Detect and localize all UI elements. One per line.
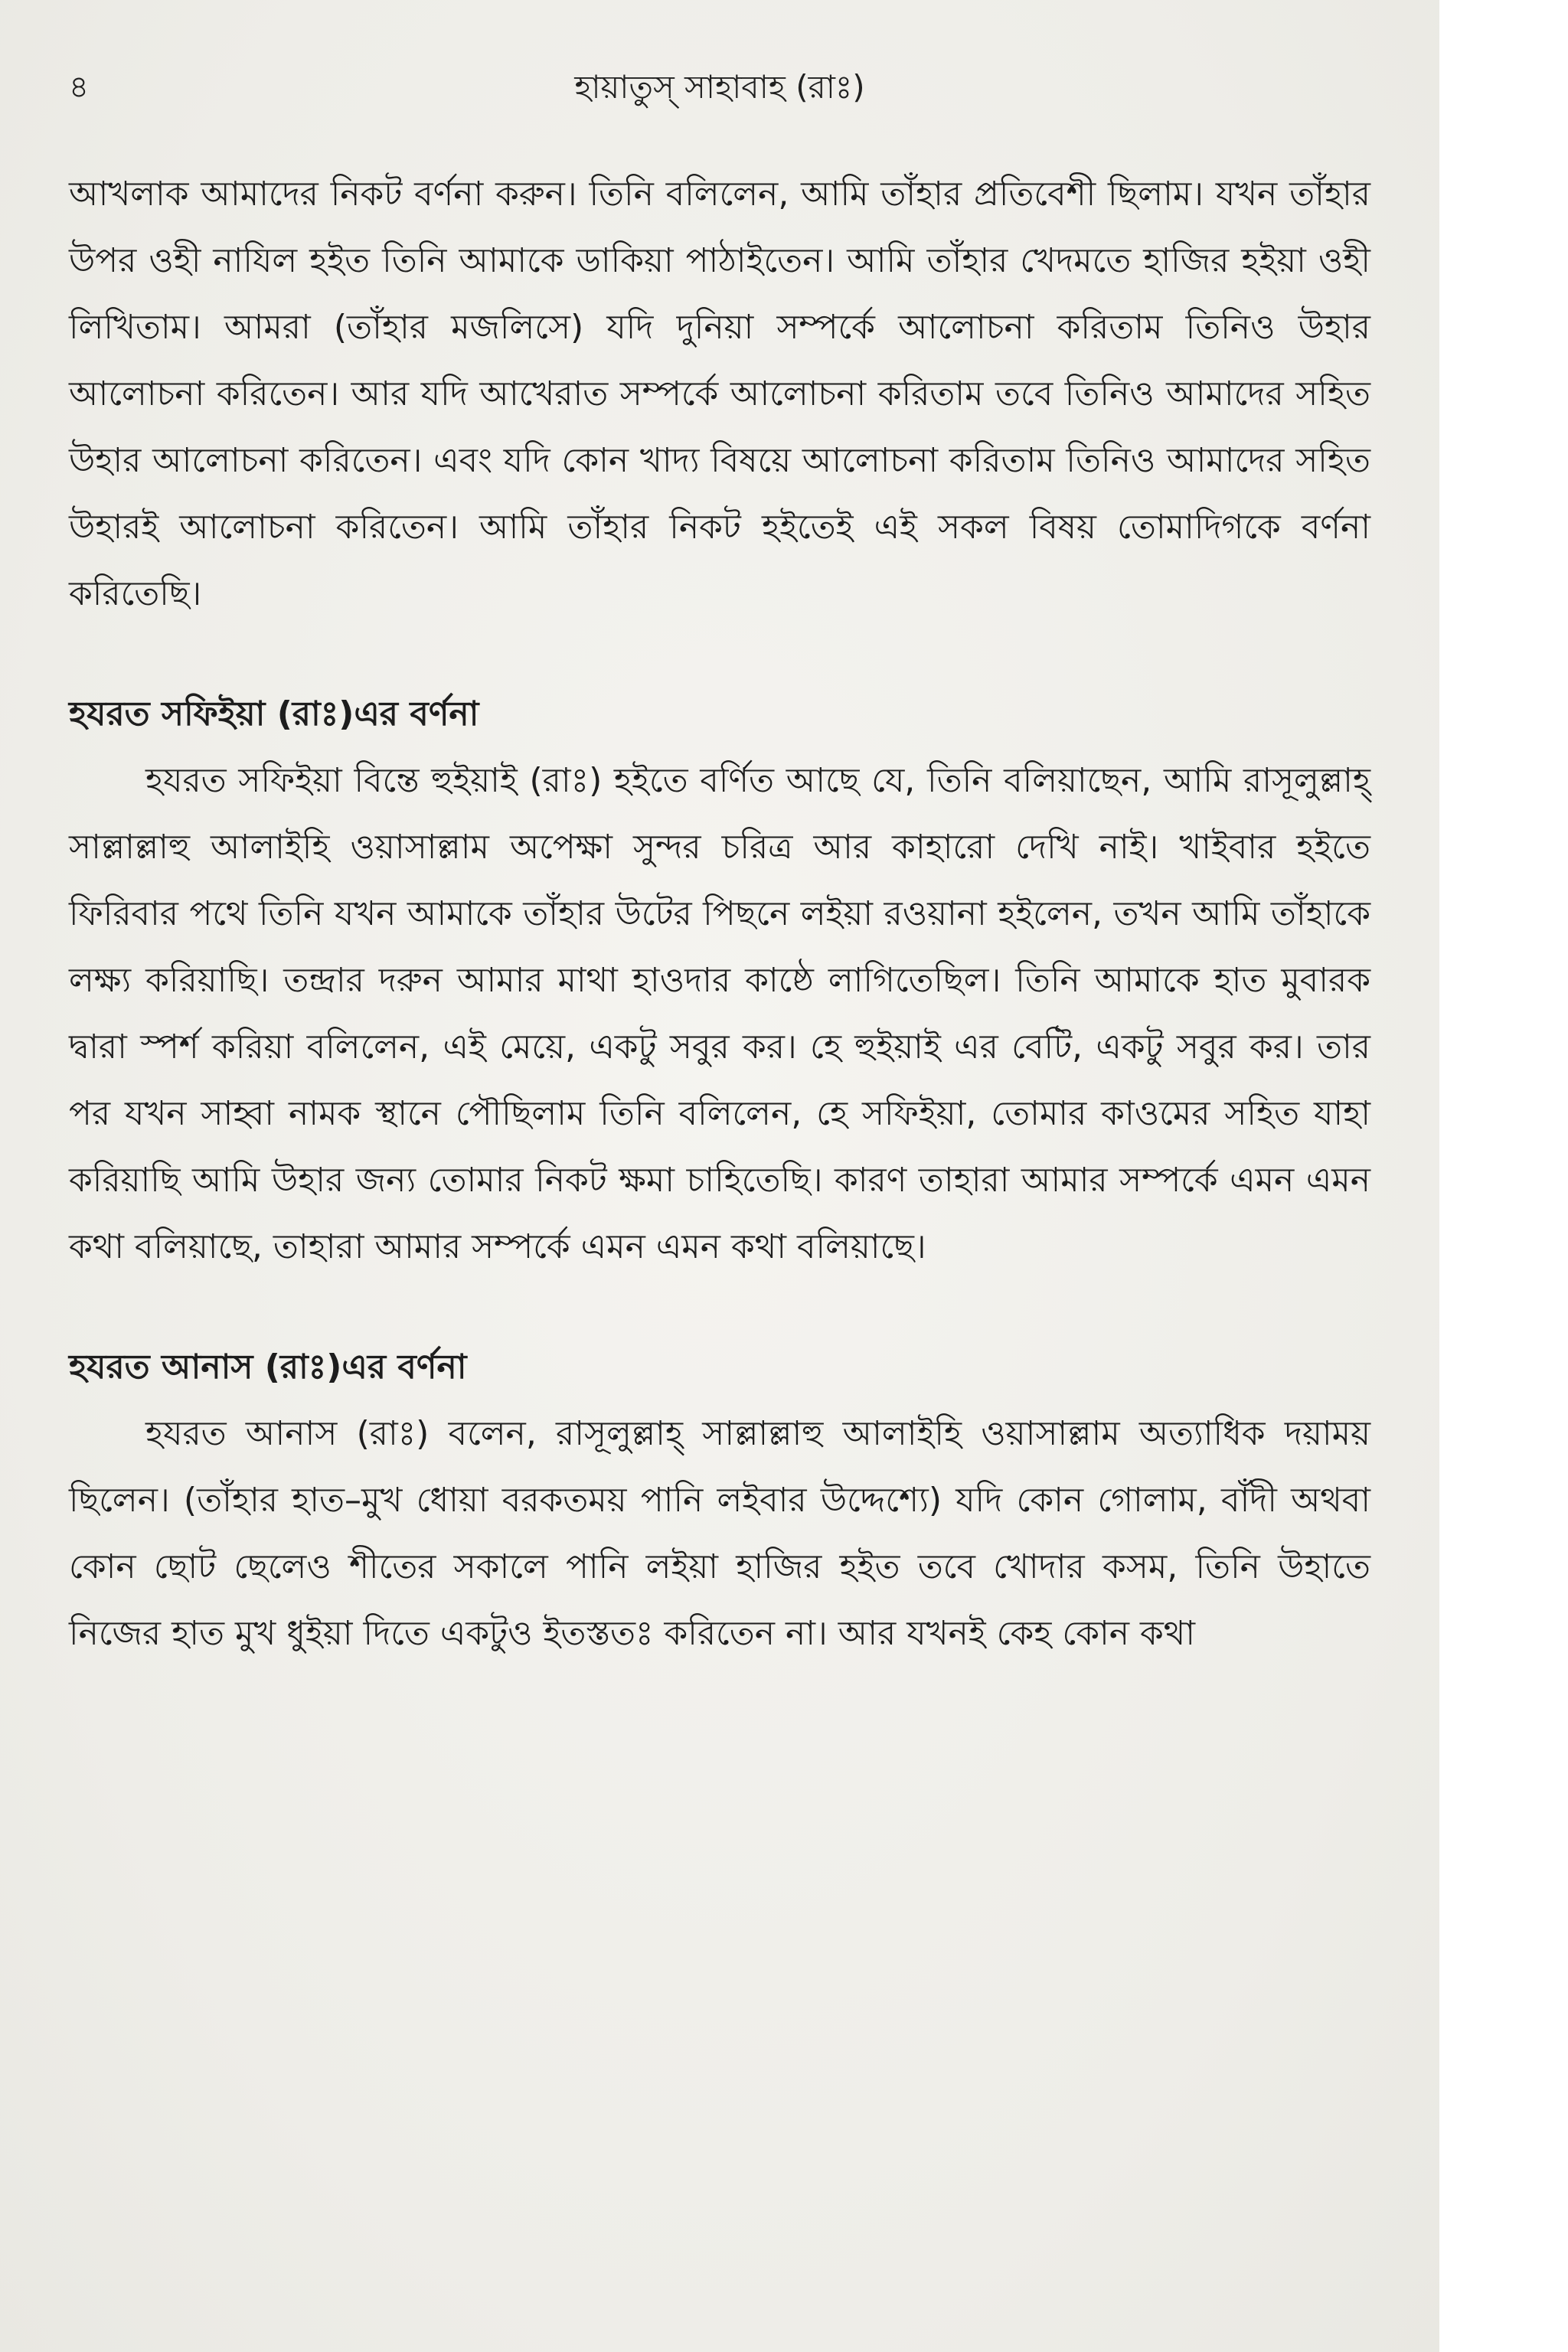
intro-paragraph: আখলাক আমাদের নিকট বর্ণনা করুন। তিনি বলিলেন, আমি তাঁহার প্রতিবেশী ছিলাম। যখন তাঁহার উপর ওহী নাযিল হইত তিনি আমাকে ডাকিয়া পাঠাইতেন। আমি তাঁহার খেদমতে হাজির হইয়া ওহী লিখিতাম। আমরা (তাঁহার মজলিসে) যদি দুনিয়া সম্পর্কে আলোচনা করিতাম তিনিও উহার আলোচনা করিতেন। আর যদি আখেরাত সম্পর্কে আলোচনা করিতাম তবে তিনিও আমাদের সহিত উহার আলোচনা করিতেন। এবং যদি কোন খাদ্য বিষয়ে আলোচনা করিতাম তিনিও আমাদের সহিত উহারই আলোচনা করিতেন। আমি তাঁহার নিকট হইতেই এই সকল বিষয় তোমাদিগকে বর্ণনা করিতেছি। [69, 175, 1370, 613]
section-heading: হযরত সফিইয়া (রাঃ)এর বর্ণনা [69, 694, 479, 733]
page-number: ৪ [69, 70, 89, 105]
running-header [69, 64, 1370, 110]
page-body [69, 161, 1370, 1667]
section-spacer [69, 627, 1370, 681]
book-title: হায়াতুস্ সাহাবাহ (রাঃ) [574, 68, 865, 106]
section-safiyya [69, 681, 1370, 1280]
section-paragraph: হযরত সফিইয়া বিন্তে হুইয়াই (রাঃ) হইতে বর্ণিত আছে যে, তিনি বলিয়াছেন, আমি রাসূলুল্লাহ্ সাল্লাল্লাহু আলাইহি ওয়াসাল্লাম অপেক্ষা সুন্দর চরিত্র আর কাহারো দেখি নাই। খাইবার হইতে ফিরিবার পথে তিনি যখন আমাকে তাঁহার উটের পিছনে লইয়া রওয়ানা হইলেন, তখন আমি তাঁহাকে লক্ষ্য করিয়াছি। তন্দ্রার দরুন আমার মাথা হাওদার কাষ্ঠে লাগিতেছিল। তিনি আমাকে হাত মুবারক দ্বারা স্পর্শ করিয়া বলিলেন, এই মেয়ে, একটু সবুর কর। হে হুইয়াই এর বেটি, একটু সবুর কর। তার পর যখন সাহ্বা নামক স্থানে পৌছিলাম তিনি বলিলেন, হে সফিইয়া, তোমার কাওমের সহিত যাহা করিয়াছি আমি উহার জন্য তোমার নিকট ক্ষমা চাহিতেছি। কারণ তাহারা আমার সম্পর্কে এমন এমন কথা বলিয়াছে, তাহারা আমার সম্পর্কে এমন এমন কথা বলিয়াছে। [69, 761, 1370, 1266]
scan-margin [1439, 0, 1568, 2352]
section-paragraph: হযরত আনাস (রাঃ) বলেন, রাসূলুল্লাহ্ সাল্লাল্লাহু আলাইহি ওয়াসাল্লাম অত্যাধিক দয়াময় ছিলেন। (তাঁহার হাত–মুখ ধোয়া বরকতময় পানি লইবার উদ্দেশ্যে) যদি কোন গোলাম, বাঁদী অথবা কোন ছোট ছেলেও শীতের সকালে পানি লইয়া হাজির হইত তবে খোদার কসম, তিনি উহাতে নিজের হাত মুখ ধুইয়া দিতে একটুও ইতস্ততঃ করিতেন না। আর যখনই কেহ কোন কথা [69, 1414, 1370, 1653]
section-spacer [69, 1280, 1370, 1334]
section-anas [69, 1334, 1370, 1667]
section-heading: হযরত আনাস (রাঃ)এর বর্ণনা [69, 1348, 467, 1387]
